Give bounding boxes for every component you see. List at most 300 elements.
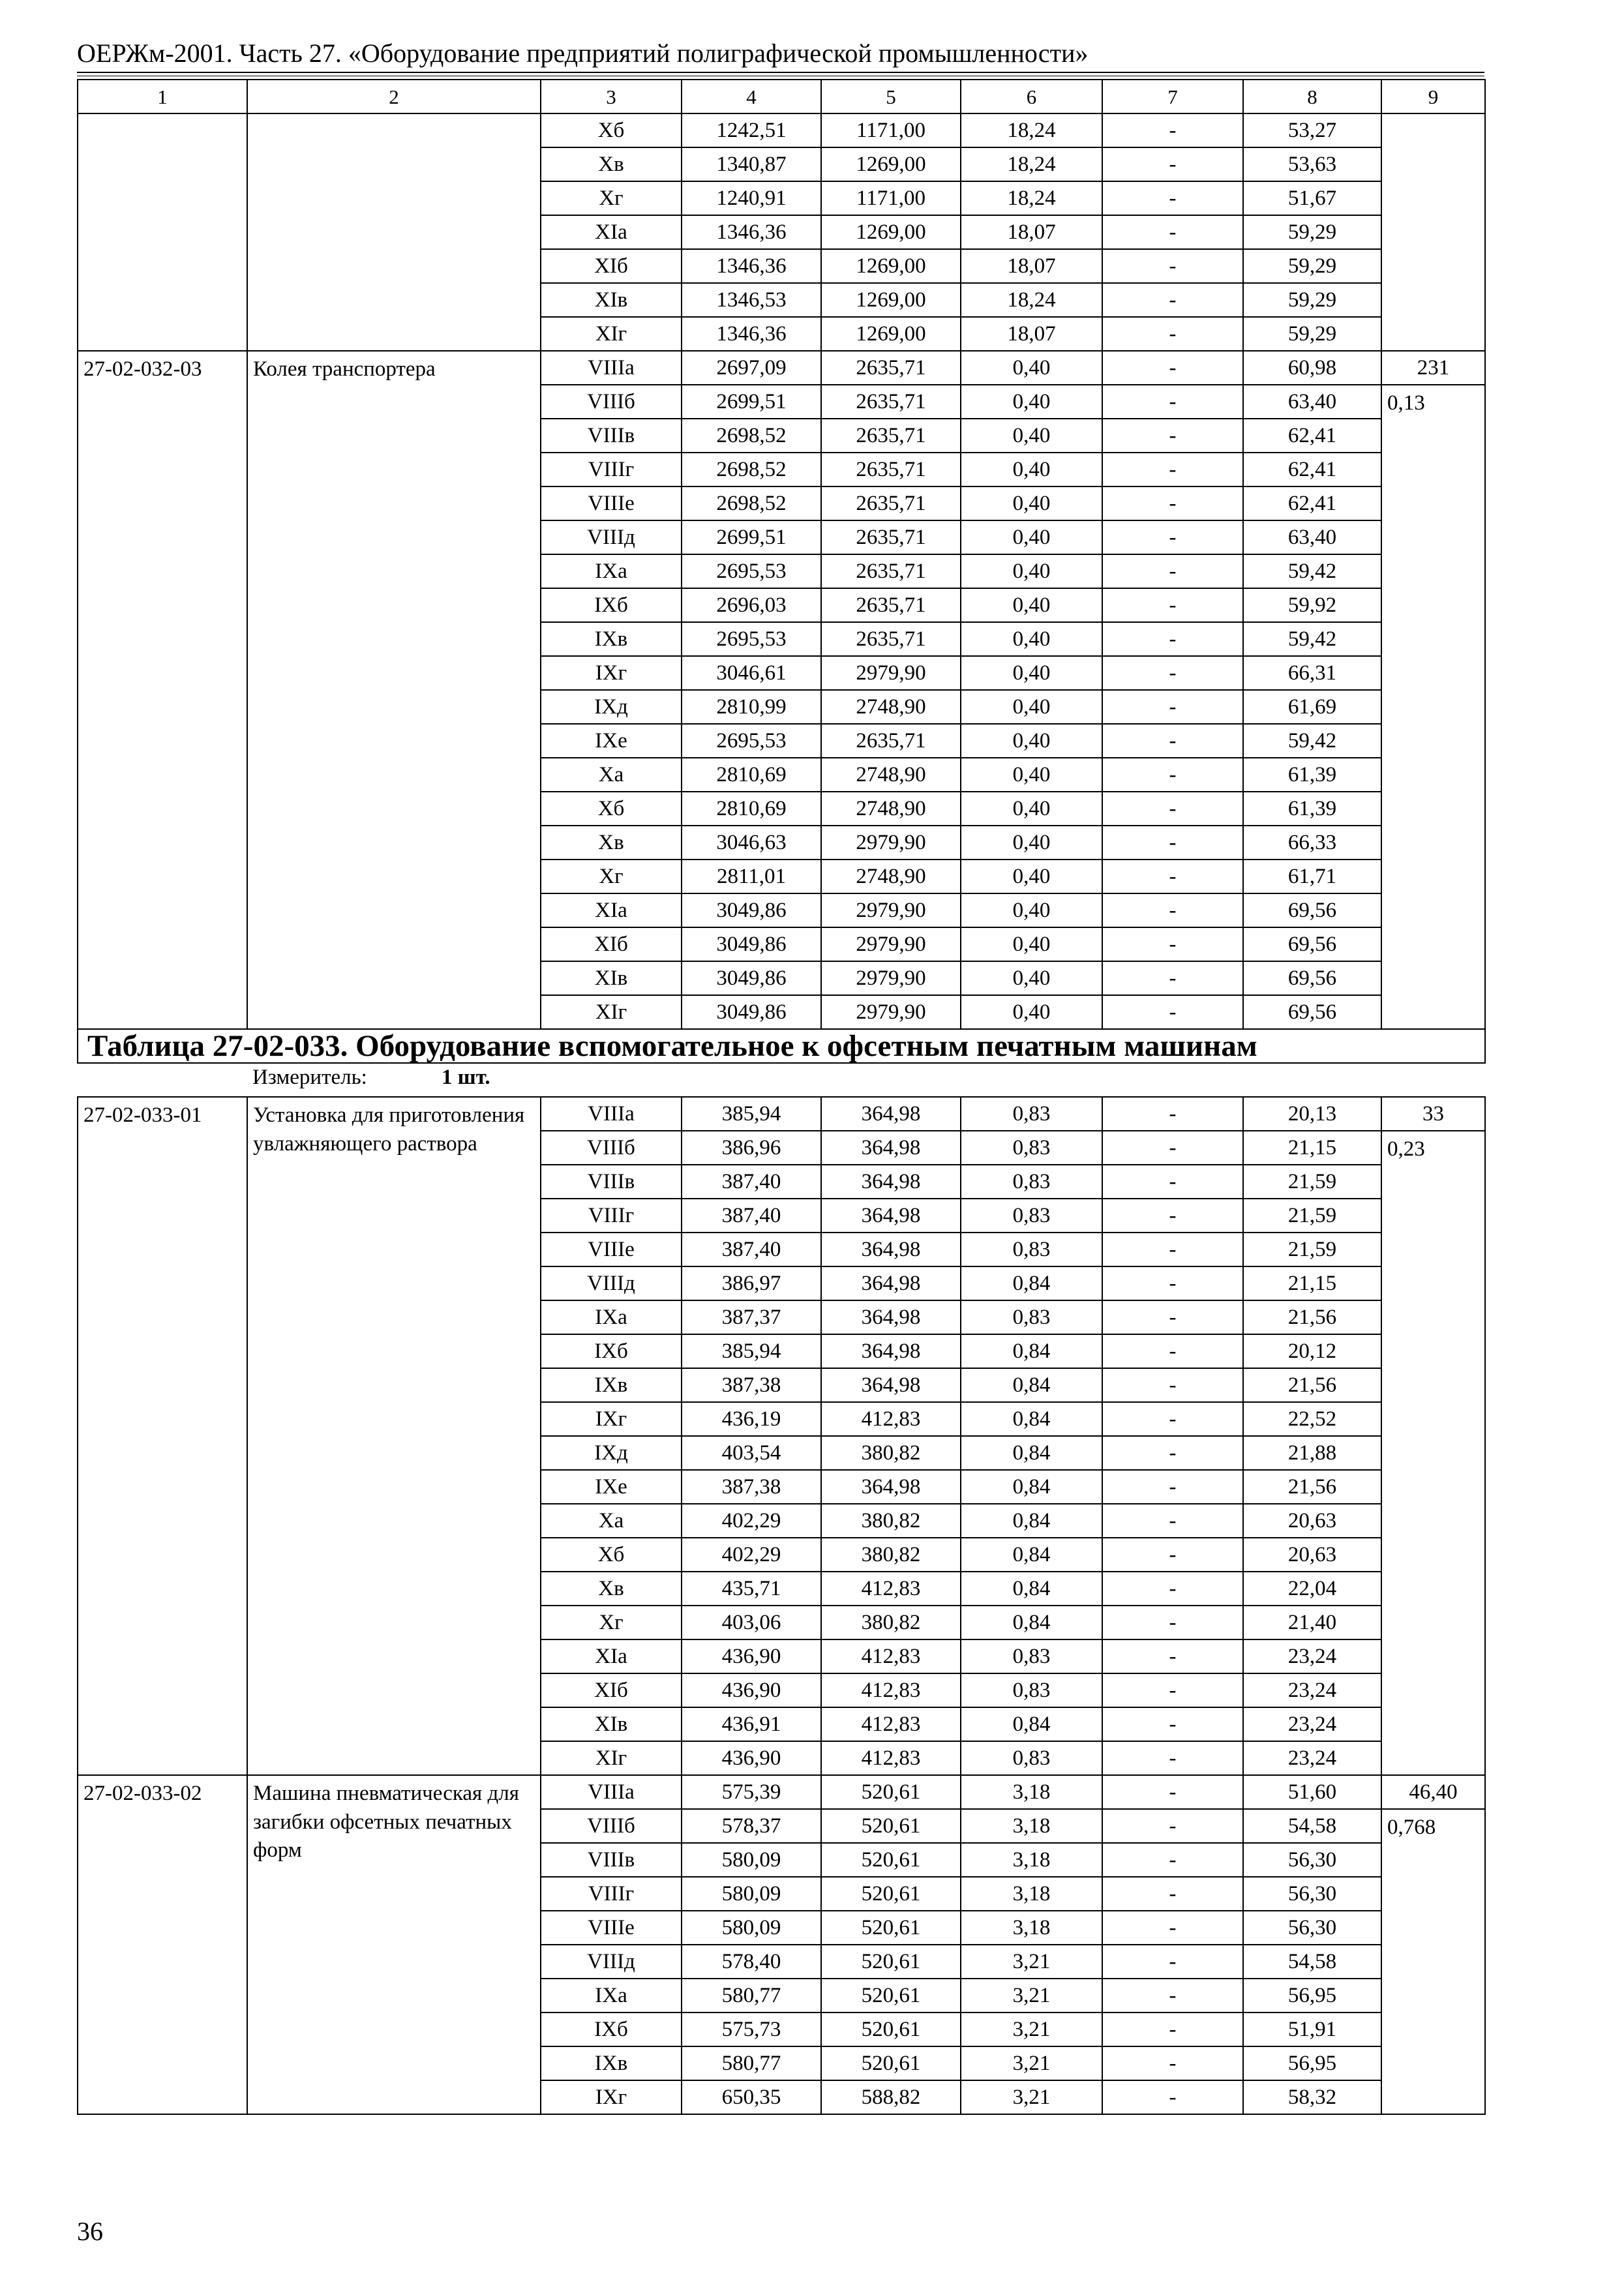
cell-machines: 3,21 [961, 1979, 1102, 2012]
cell-machines: 3,18 [961, 1775, 1102, 1809]
column-number: 4 [682, 80, 821, 113]
cell-materials: 21,40 [1243, 1606, 1381, 1639]
cell-wages: 412,83 [821, 1572, 961, 1606]
cell-materials: 23,24 [1243, 1673, 1381, 1707]
cell-wages: 2635,71 [821, 588, 961, 622]
cell-code: 27-02-033-01 [78, 1097, 247, 1775]
cell-materials: 21,59 [1243, 1199, 1381, 1233]
cell-region: XIг [541, 1741, 682, 1775]
cell-col9-bottom: 0,13 [1381, 385, 1485, 1029]
cell-total: 2695,53 [682, 554, 821, 588]
cell-total: 1346,36 [682, 215, 821, 249]
cell-machines: 0,83 [961, 1097, 1102, 1131]
cell-region: Xв [541, 147, 682, 181]
cell-region: Xб [541, 792, 682, 826]
cell-wages: 364,98 [821, 1470, 961, 1504]
cell-machines: 0,83 [961, 1639, 1102, 1673]
cell-wages: 520,61 [821, 2012, 961, 2046]
cell-region: XIг [541, 317, 682, 351]
cell-wages: 588,82 [821, 2080, 961, 2114]
cell-region: XIа [541, 215, 682, 249]
cell-total: 386,97 [682, 1266, 821, 1300]
cell-region: VIIIа [541, 351, 682, 385]
cell-total: 650,35 [682, 2080, 821, 2114]
cell-materials: 61,69 [1243, 690, 1381, 724]
cell-total: 387,40 [682, 1199, 821, 1233]
cell-region: IXе [541, 1470, 682, 1504]
measure-label: Измеритель: [252, 1066, 367, 1089]
column-number: 3 [541, 80, 682, 113]
column-numbers-row [78, 80, 1485, 113]
cell-materials: 21,88 [1243, 1436, 1381, 1470]
cell-total: 435,71 [682, 1572, 821, 1606]
cell-machines: 0,84 [961, 1266, 1102, 1300]
cell-machinist-wages: - [1102, 1436, 1243, 1470]
cell-materials: 21,56 [1243, 1300, 1381, 1334]
cell-materials: 61,39 [1243, 758, 1381, 792]
cell-wages: 2748,90 [821, 758, 961, 792]
cell-materials: 53,63 [1243, 147, 1381, 181]
cell-machines: 0,83 [961, 1199, 1102, 1233]
measure-row [78, 1063, 1485, 1097]
cell-wages: 520,61 [821, 1911, 961, 1945]
cell-total: 2695,53 [682, 724, 821, 758]
measure-left-gap [78, 1063, 247, 1097]
cell-machines: 18,07 [961, 249, 1102, 283]
cell-region: IXа [541, 554, 682, 588]
cell-region: VIIIе [541, 1911, 682, 1945]
cell-region: VIIIв [541, 1165, 682, 1199]
cell-region: IXа [541, 1979, 682, 2012]
cell-total: 2811,01 [682, 860, 821, 893]
cell-region: VIIIд [541, 1945, 682, 1979]
cell-machines: 0,84 [961, 1572, 1102, 1606]
cell-total: 387,38 [682, 1470, 821, 1504]
cell-name: Машина пневматическая для загибки офсетных печатных форм [247, 1775, 541, 2114]
column-number: 2 [247, 80, 541, 113]
cell-machines: 18,24 [961, 113, 1102, 147]
cell-materials: 59,42 [1243, 554, 1381, 588]
cell-total: 385,94 [682, 1097, 821, 1131]
cell-region: IXд [541, 690, 682, 724]
cell-total: 575,73 [682, 2012, 821, 2046]
cell-wages: 2635,71 [821, 486, 961, 520]
cell-region: VIIIб [541, 385, 682, 419]
cell-col9 [1381, 113, 1485, 351]
cell-machinist-wages: - [1102, 995, 1243, 1029]
cell-region: IXа [541, 1300, 682, 1334]
cell-region: IXг [541, 1402, 682, 1436]
cell-wages: 364,98 [821, 1334, 961, 1368]
cell-wages: 412,83 [821, 1639, 961, 1673]
cell-machinist-wages: - [1102, 419, 1243, 453]
cell-machines: 0,84 [961, 1504, 1102, 1538]
cell-machines: 0,40 [961, 792, 1102, 826]
cell-name [247, 113, 541, 351]
cell-machinist-wages: - [1102, 1097, 1243, 1131]
cell-region: Xа [541, 1504, 682, 1538]
table-row [78, 1097, 1485, 1131]
cell-materials: 53,27 [1243, 113, 1381, 147]
section-title-row [78, 1029, 1485, 1063]
cell-machinist-wages: - [1102, 622, 1243, 656]
cell-machinist-wages: - [1102, 588, 1243, 622]
cell-total: 1242,51 [682, 113, 821, 147]
cell-wages: 2635,71 [821, 724, 961, 758]
cell-machines: 0,40 [961, 690, 1102, 724]
cell-machines: 0,83 [961, 1741, 1102, 1775]
cell-machines: 18,24 [961, 283, 1102, 317]
cell-region: XIв [541, 961, 682, 995]
cell-machinist-wages: - [1102, 1639, 1243, 1673]
cell-wages: 364,98 [821, 1368, 961, 1402]
cell-region: Xб [541, 1538, 682, 1572]
cell-machinist-wages: - [1102, 690, 1243, 724]
page-header-title: ОЕРЖм-2001. Часть 27. «Оборудование предприятий полиграфической промышленности» [77, 38, 1089, 68]
cell-machinist-wages: - [1102, 1911, 1243, 1945]
cell-machinist-wages: - [1102, 1233, 1243, 1266]
cell-machines: 0,84 [961, 1538, 1102, 1572]
cell-wages: 1269,00 [821, 317, 961, 351]
cell-total: 387,40 [682, 1165, 821, 1199]
cell-machinist-wages: - [1102, 1402, 1243, 1436]
cell-materials: 58,32 [1243, 2080, 1381, 2114]
cell-region: XIв [541, 283, 682, 317]
cell-machinist-wages: - [1102, 1606, 1243, 1639]
cell-wages: 380,82 [821, 1538, 961, 1572]
cell-region: VIIIв [541, 419, 682, 453]
cell-total: 403,54 [682, 1436, 821, 1470]
cell-machines: 0,84 [961, 1470, 1102, 1504]
section-title: Таблица 27-02-033. Оборудование вспомогательное к офсетным печатным машинам [78, 1029, 1485, 1063]
cell-machinist-wages: - [1102, 215, 1243, 249]
cell-total: 3049,86 [682, 893, 821, 927]
header-rule [77, 72, 1484, 73]
cell-total: 580,77 [682, 1979, 821, 2012]
cell-machinist-wages: - [1102, 1843, 1243, 1877]
cell-region: VIIIд [541, 1266, 682, 1300]
cell-machines: 0,84 [961, 1334, 1102, 1368]
cell-region: XIг [541, 995, 682, 1029]
cell-machinist-wages: - [1102, 113, 1243, 147]
cell-total: 2696,03 [682, 588, 821, 622]
cell-total: 3046,61 [682, 656, 821, 690]
cell-total: 2699,51 [682, 385, 821, 419]
cell-machinist-wages: - [1102, 147, 1243, 181]
cell-materials: 59,42 [1243, 724, 1381, 758]
cell-total: 436,90 [682, 1741, 821, 1775]
cell-machinist-wages: - [1102, 1131, 1243, 1165]
cell-machinist-wages: - [1102, 453, 1243, 486]
cell-region: VIIIв [541, 1843, 682, 1877]
cell-total: 387,40 [682, 1233, 821, 1266]
cell-materials: 51,91 [1243, 2012, 1381, 2046]
cell-machines: 0,40 [961, 486, 1102, 520]
cell-wages: 2748,90 [821, 860, 961, 893]
cell-wages: 2635,71 [821, 351, 961, 385]
page-number: 36 [77, 2217, 103, 2246]
cell-wages: 412,83 [821, 1673, 961, 1707]
cell-materials: 62,41 [1243, 419, 1381, 453]
cell-machinist-wages: - [1102, 1470, 1243, 1504]
cell-wages: 412,83 [821, 1707, 961, 1741]
cell-materials: 62,41 [1243, 486, 1381, 520]
cell-machinist-wages: - [1102, 1266, 1243, 1300]
cell-wages: 364,98 [821, 1266, 961, 1300]
cell-region: VIIIа [541, 1775, 682, 1809]
cell-machinist-wages: - [1102, 927, 1243, 961]
cell-wages: 364,98 [821, 1097, 961, 1131]
cell-machinist-wages: - [1102, 1334, 1243, 1368]
cell-machines: 0,40 [961, 385, 1102, 419]
cell-machines: 0,40 [961, 588, 1102, 622]
cell-total: 2698,52 [682, 486, 821, 520]
cell-materials: 21,59 [1243, 1233, 1381, 1266]
cell-total: 436,90 [682, 1639, 821, 1673]
cell-materials: 21,15 [1243, 1266, 1381, 1300]
cell-machinist-wages: - [1102, 1673, 1243, 1707]
cell-machines: 0,40 [961, 758, 1102, 792]
cell-machines: 0,40 [961, 995, 1102, 1029]
cell-machines: 0,84 [961, 1368, 1102, 1402]
cell-machinist-wages: - [1102, 1741, 1243, 1775]
cell-materials: 59,29 [1243, 249, 1381, 283]
cell-col9-top: 33 [1381, 1097, 1485, 1131]
cell-wages: 520,61 [821, 1979, 961, 2012]
cell-total: 578,37 [682, 1809, 821, 1843]
cell-machines: 3,21 [961, 1945, 1102, 1979]
cell-code: 27-02-033-02 [78, 1775, 247, 2114]
cell-machinist-wages: - [1102, 1199, 1243, 1233]
cell-machinist-wages: - [1102, 385, 1243, 419]
cell-name: Колея транспортера [247, 351, 541, 1029]
cell-materials: 56,30 [1243, 1843, 1381, 1877]
cell-region: XIб [541, 927, 682, 961]
cell-materials: 59,29 [1243, 215, 1381, 249]
cell-wages: 380,82 [821, 1606, 961, 1639]
cell-code [78, 113, 247, 351]
cell-total: 402,29 [682, 1538, 821, 1572]
cell-region: VIIIа [541, 1097, 682, 1131]
cell-machinist-wages: - [1102, 826, 1243, 860]
cell-machines: 0,83 [961, 1300, 1102, 1334]
cell-materials: 51,67 [1243, 181, 1381, 215]
cell-machines: 0,84 [961, 1606, 1102, 1639]
cell-wages: 1171,00 [821, 181, 961, 215]
cell-materials: 20,12 [1243, 1334, 1381, 1368]
cell-machinist-wages: - [1102, 1368, 1243, 1402]
cell-region: VIIIб [541, 1131, 682, 1165]
cell-machinist-wages: - [1102, 1945, 1243, 1979]
cell-machines: 0,84 [961, 1707, 1102, 1741]
cell-materials: 20,63 [1243, 1538, 1381, 1572]
cell-machines: 0,40 [961, 927, 1102, 961]
cell-materials: 54,58 [1243, 1945, 1381, 1979]
cell-machines: 0,40 [961, 860, 1102, 893]
cell-machinist-wages: - [1102, 2080, 1243, 2114]
cell-machines: 0,83 [961, 1131, 1102, 1165]
cell-machinist-wages: - [1102, 1165, 1243, 1199]
cell-total: 580,09 [682, 1911, 821, 1945]
cell-region: VIIIг [541, 1877, 682, 1911]
column-number: 8 [1243, 80, 1381, 113]
cell-col9-bottom: 0,23 [1381, 1131, 1485, 1775]
rates-table [77, 79, 1486, 2115]
cell-materials: 56,95 [1243, 2046, 1381, 2080]
cell-machines: 0,40 [961, 520, 1102, 554]
cell-machines: 18,07 [961, 215, 1102, 249]
cell-region: VIIIг [541, 1199, 682, 1233]
cell-total: 578,40 [682, 1945, 821, 1979]
cell-total: 436,91 [682, 1707, 821, 1741]
cell-total: 3049,86 [682, 961, 821, 995]
cell-materials: 69,56 [1243, 927, 1381, 961]
cell-wages: 364,98 [821, 1131, 961, 1165]
cell-wages: 2979,90 [821, 826, 961, 860]
cell-region: XIб [541, 249, 682, 283]
cell-region: VIIIе [541, 1233, 682, 1266]
cell-total: 1340,87 [682, 147, 821, 181]
cell-machines: 0,83 [961, 1233, 1102, 1266]
column-number: 7 [1102, 80, 1243, 113]
cell-materials: 21,15 [1243, 1131, 1381, 1165]
cell-machinist-wages: - [1102, 554, 1243, 588]
cell-region: IXб [541, 1334, 682, 1368]
cell-total: 2810,99 [682, 690, 821, 724]
cell-materials: 23,24 [1243, 1707, 1381, 1741]
cell-total: 2810,69 [682, 758, 821, 792]
cell-wages: 2635,71 [821, 453, 961, 486]
cell-machinist-wages: - [1102, 1979, 1243, 2012]
cell-region: IXг [541, 2080, 682, 2114]
cell-machinist-wages: - [1102, 1809, 1243, 1843]
cell-materials: 59,29 [1243, 283, 1381, 317]
cell-machines: 0,40 [961, 419, 1102, 453]
measure-cell [247, 1063, 1485, 1097]
cell-machinist-wages: - [1102, 860, 1243, 893]
cell-region: Xг [541, 860, 682, 893]
cell-total: 436,90 [682, 1673, 821, 1707]
cell-machinist-wages: - [1102, 486, 1243, 520]
cell-region: IXв [541, 1368, 682, 1402]
cell-wages: 380,82 [821, 1504, 961, 1538]
cell-machines: 0,40 [961, 554, 1102, 588]
cell-wages: 520,61 [821, 1809, 961, 1843]
cell-machinist-wages: - [1102, 2012, 1243, 2046]
cell-region: XIв [541, 1707, 682, 1741]
cell-code: 27-02-032-03 [78, 351, 247, 1029]
cell-total: 2699,51 [682, 520, 821, 554]
cell-materials: 62,41 [1243, 453, 1381, 486]
cell-materials: 22,04 [1243, 1572, 1381, 1606]
cell-wages: 2748,90 [821, 690, 961, 724]
cell-wages: 2748,90 [821, 792, 961, 826]
cell-machines: 0,83 [961, 1165, 1102, 1199]
cell-wages: 2635,71 [821, 385, 961, 419]
cell-wages: 380,82 [821, 1436, 961, 1470]
cell-total: 403,06 [682, 1606, 821, 1639]
cell-wages: 520,61 [821, 1775, 961, 1809]
cell-total: 3049,86 [682, 995, 821, 1029]
cell-machinist-wages: - [1102, 893, 1243, 927]
cell-materials: 56,95 [1243, 1979, 1381, 2012]
cell-region: IXв [541, 622, 682, 656]
table-row [78, 351, 1485, 385]
cell-region: VIIIг [541, 453, 682, 486]
cell-total: 580,77 [682, 2046, 821, 2080]
cell-machinist-wages: - [1102, 181, 1243, 215]
cell-wages: 2635,71 [821, 419, 961, 453]
cell-region: VIIIб [541, 1809, 682, 1843]
cell-machines: 0,40 [961, 453, 1102, 486]
cell-region: Xв [541, 826, 682, 860]
cell-machines: 0,40 [961, 656, 1102, 690]
cell-wages: 364,98 [821, 1199, 961, 1233]
cell-wages: 1269,00 [821, 249, 961, 283]
cell-materials: 69,56 [1243, 995, 1381, 1029]
table-row [78, 113, 1485, 147]
cell-region: IXб [541, 2012, 682, 2046]
column-number: 9 [1381, 80, 1485, 113]
cell-machinist-wages: - [1102, 724, 1243, 758]
cell-total: 1346,53 [682, 283, 821, 317]
cell-machines: 18,24 [961, 147, 1102, 181]
cell-materials: 61,39 [1243, 792, 1381, 826]
cell-total: 1240,91 [682, 181, 821, 215]
cell-wages: 1269,00 [821, 215, 961, 249]
cell-wages: 2979,90 [821, 656, 961, 690]
cell-materials: 63,40 [1243, 520, 1381, 554]
cell-machinist-wages: - [1102, 2046, 1243, 2080]
cell-materials: 20,13 [1243, 1097, 1381, 1131]
cell-region: Xб [541, 113, 682, 147]
cell-materials: 51,60 [1243, 1775, 1381, 1809]
cell-region: Xа [541, 758, 682, 792]
cell-wages: 1269,00 [821, 283, 961, 317]
cell-total: 3049,86 [682, 927, 821, 961]
cell-materials: 63,40 [1243, 385, 1381, 419]
cell-region: XIб [541, 1673, 682, 1707]
cell-machinist-wages: - [1102, 520, 1243, 554]
cell-region: IXв [541, 2046, 682, 2080]
cell-machines: 0,40 [961, 826, 1102, 860]
cell-materials: 54,58 [1243, 1809, 1381, 1843]
cell-wages: 2635,71 [821, 520, 961, 554]
cell-machines: 18,07 [961, 317, 1102, 351]
cell-total: 402,29 [682, 1504, 821, 1538]
cell-total: 387,38 [682, 1368, 821, 1402]
cell-wages: 1171,00 [821, 113, 961, 147]
cell-machines: 18,24 [961, 181, 1102, 215]
cell-machines: 3,18 [961, 1843, 1102, 1877]
cell-total: 2695,53 [682, 622, 821, 656]
cell-machines: 3,18 [961, 1809, 1102, 1843]
cell-total: 2697,09 [682, 351, 821, 385]
cell-total: 2698,52 [682, 419, 821, 453]
cell-machinist-wages: - [1102, 1572, 1243, 1606]
cell-materials: 23,24 [1243, 1639, 1381, 1673]
column-number: 5 [821, 80, 961, 113]
cell-wages: 2979,90 [821, 961, 961, 995]
cell-wages: 2979,90 [821, 893, 961, 927]
cell-total: 580,09 [682, 1843, 821, 1877]
cell-region: IXг [541, 656, 682, 690]
cell-materials: 59,29 [1243, 317, 1381, 351]
cell-machines: 0,40 [961, 961, 1102, 995]
cell-materials: 69,56 [1243, 961, 1381, 995]
measure-value: 1 шт. [442, 1066, 490, 1089]
cell-wages: 412,83 [821, 1402, 961, 1436]
